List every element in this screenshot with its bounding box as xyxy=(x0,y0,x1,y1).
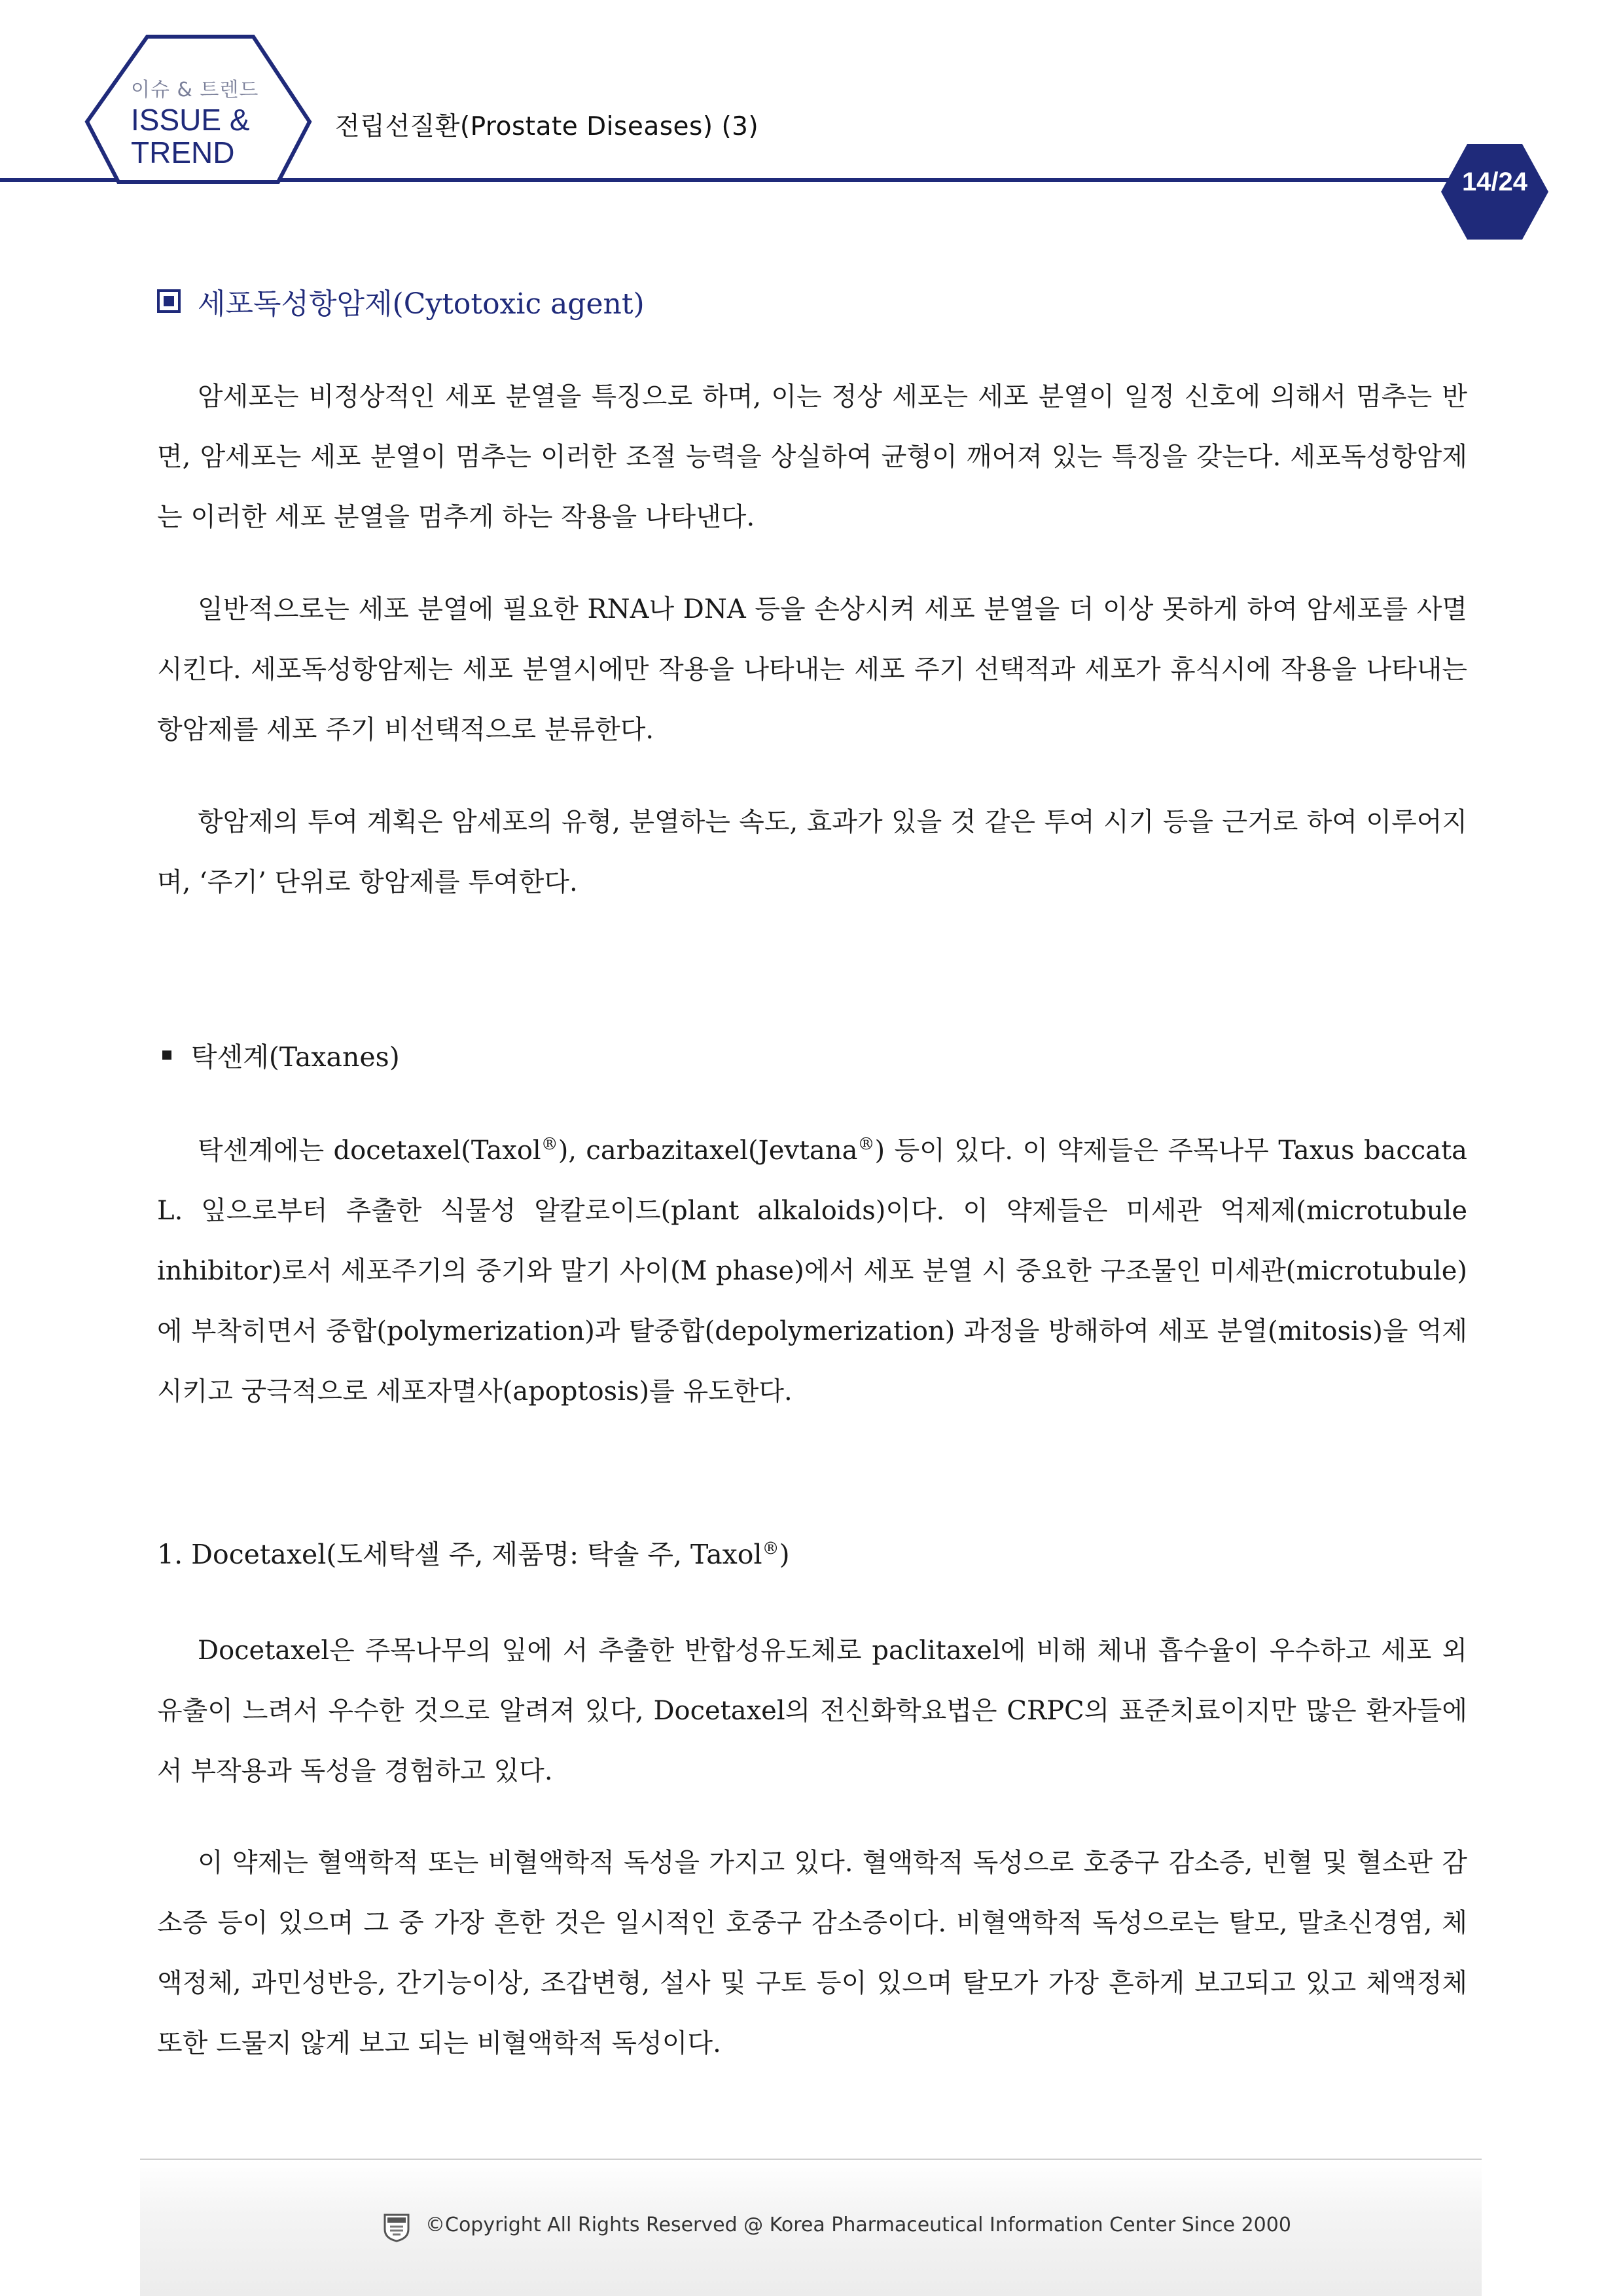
badge-trend-label: TREND xyxy=(131,135,235,170)
bullet-icon xyxy=(162,1050,171,1060)
registered-mark: ® xyxy=(762,1539,779,1559)
badge-korean-label: 이슈 & 트렌드 xyxy=(131,79,259,101)
paragraph-cancer-cells: 암세포는 비정상적인 세포 분열을 특징으로 하며, 이는 정상 세포는 세포 분열이 일정 신호에 의해서 멈추는 반면, 암세포는 세포 분열이 멈추는 이러한 조절 능력을 상실하여 균형이 깨어져 있는 특징을 갖는다. 세포독성항암제는 이러한 세포 분열을 멈추게 하는 작용을 나타낸다. xyxy=(157,382,1467,532)
section-heading xyxy=(157,280,645,322)
badge-issue-label: ISSUE & xyxy=(131,103,250,137)
paragraph-dosing: 항암제의 투여 계획은 암세포의 유형, 분열하는 속도, 효과가 있을 것 같은 투여 시기 등을 근거로 하여 이루어지며, ‘주기’ 단위로 항암제를 투여한다. xyxy=(157,807,1467,897)
registered-mark: ® xyxy=(857,1134,875,1155)
taxanes-text-3: ) 등이 있다. 이 약제들은 주목나무 Taxus baccata L. 잎으로부터 추출한 식물성 알칼로이드(plant alkaloids)이다. 이 약제들은 미세관 억제제(microtubule inhibitor)로서 세포주기의 중기와 말기 사이(M phase)에서 세포 분열 시 중요한 구조물인 미세관(microtubule)에 부착히면서 중합(polymerization)과 탈중합(depolymerization) 과정을 방해하여 세포 분열(mitosis)을 억제시키고 궁극적으로 세포자멸사(apoptosis)를 유도한다. xyxy=(157,1136,1467,1407)
taxanes-text-2: ), carbazitaxel(Jevtana xyxy=(558,1136,858,1166)
page-title: 전립선질환(Prostate Diseases) (3) xyxy=(335,112,759,141)
taxanes-heading-text: 탁센계(Taxanes) xyxy=(191,1041,400,1073)
section-heading-text: 세포독성항암제(Cytotoxic agent) xyxy=(198,287,645,321)
taxanes-heading xyxy=(162,1035,400,1074)
page-number: 14/24 xyxy=(1461,168,1528,196)
footer-rule xyxy=(140,2159,1482,2160)
docetaxel-heading-text: 1. Docetaxel(도세탁셀 주, 제품명: 탁솔 주, Taxol xyxy=(157,1539,762,1570)
registered-mark: ® xyxy=(541,1134,558,1155)
footer-copyright: ©Copyright All Rights Reserved @ Korea Pharmaceutical Information Center Since 2000 xyxy=(425,2214,1291,2236)
paragraph-taxanes xyxy=(157,1121,1467,1422)
kpic-shield-logo-icon xyxy=(383,2212,410,2242)
paragraph-mechanism: 일반적으로는 세포 분열에 필요한 RNA나 DNA 등을 손상시켜 세포 분열을 더 이상 못하게 하여 암세포를 사멸시킨다. 세포독성항암제는 세포 분열시에만 작용을 나타내는 세포 주기 선택적과 세포가 휴식시에 작용을 나타내는 항암제를 세포 주기 비선택적으로 분류한다. xyxy=(157,594,1467,745)
docetaxel-heading-close: ) xyxy=(779,1539,790,1570)
docetaxel-heading xyxy=(157,1533,790,1571)
paragraph-docetaxel-intro: Docetaxel은 주목나무의 잎에 서 추출한 반합성유도체로 paclitaxel에 비해 체내 흡수율이 우수하고 세포 외 유출이 느려서 우수한 것으로 알려져 있다, Docetaxel의 전신화학요법은 CRPC의 표준치료이지만 많은 환자들에서 부작용과 독성을 경험하고 있다. xyxy=(157,1636,1467,1786)
taxanes-text-1: 탁센계에는 docetaxel(Taxol xyxy=(198,1136,541,1166)
square-bullet-icon xyxy=(157,289,181,313)
paragraph-docetaxel-toxicity: 이 약제는 혈액학적 또는 비혈액학적 독성을 가지고 있다. 혈액학적 독성으로 호중구 감소증, 빈혈 및 혈소판 감소증 등이 있으며 그 중 가장 흔한 것은 일시적인 호중구 감소증이다. 비혈액학적 독성으로는 탈모, 말초신경염, 체액정체, 과민성반응, 간기능이상, 조갑변형, 설사 및 구토 등이 있으며 탈모가 가장 흔하게 보고되고 있고 체액정체 또한 드물지 않게 보고 되는 비혈액학적 독성이다. xyxy=(157,1848,1467,2058)
